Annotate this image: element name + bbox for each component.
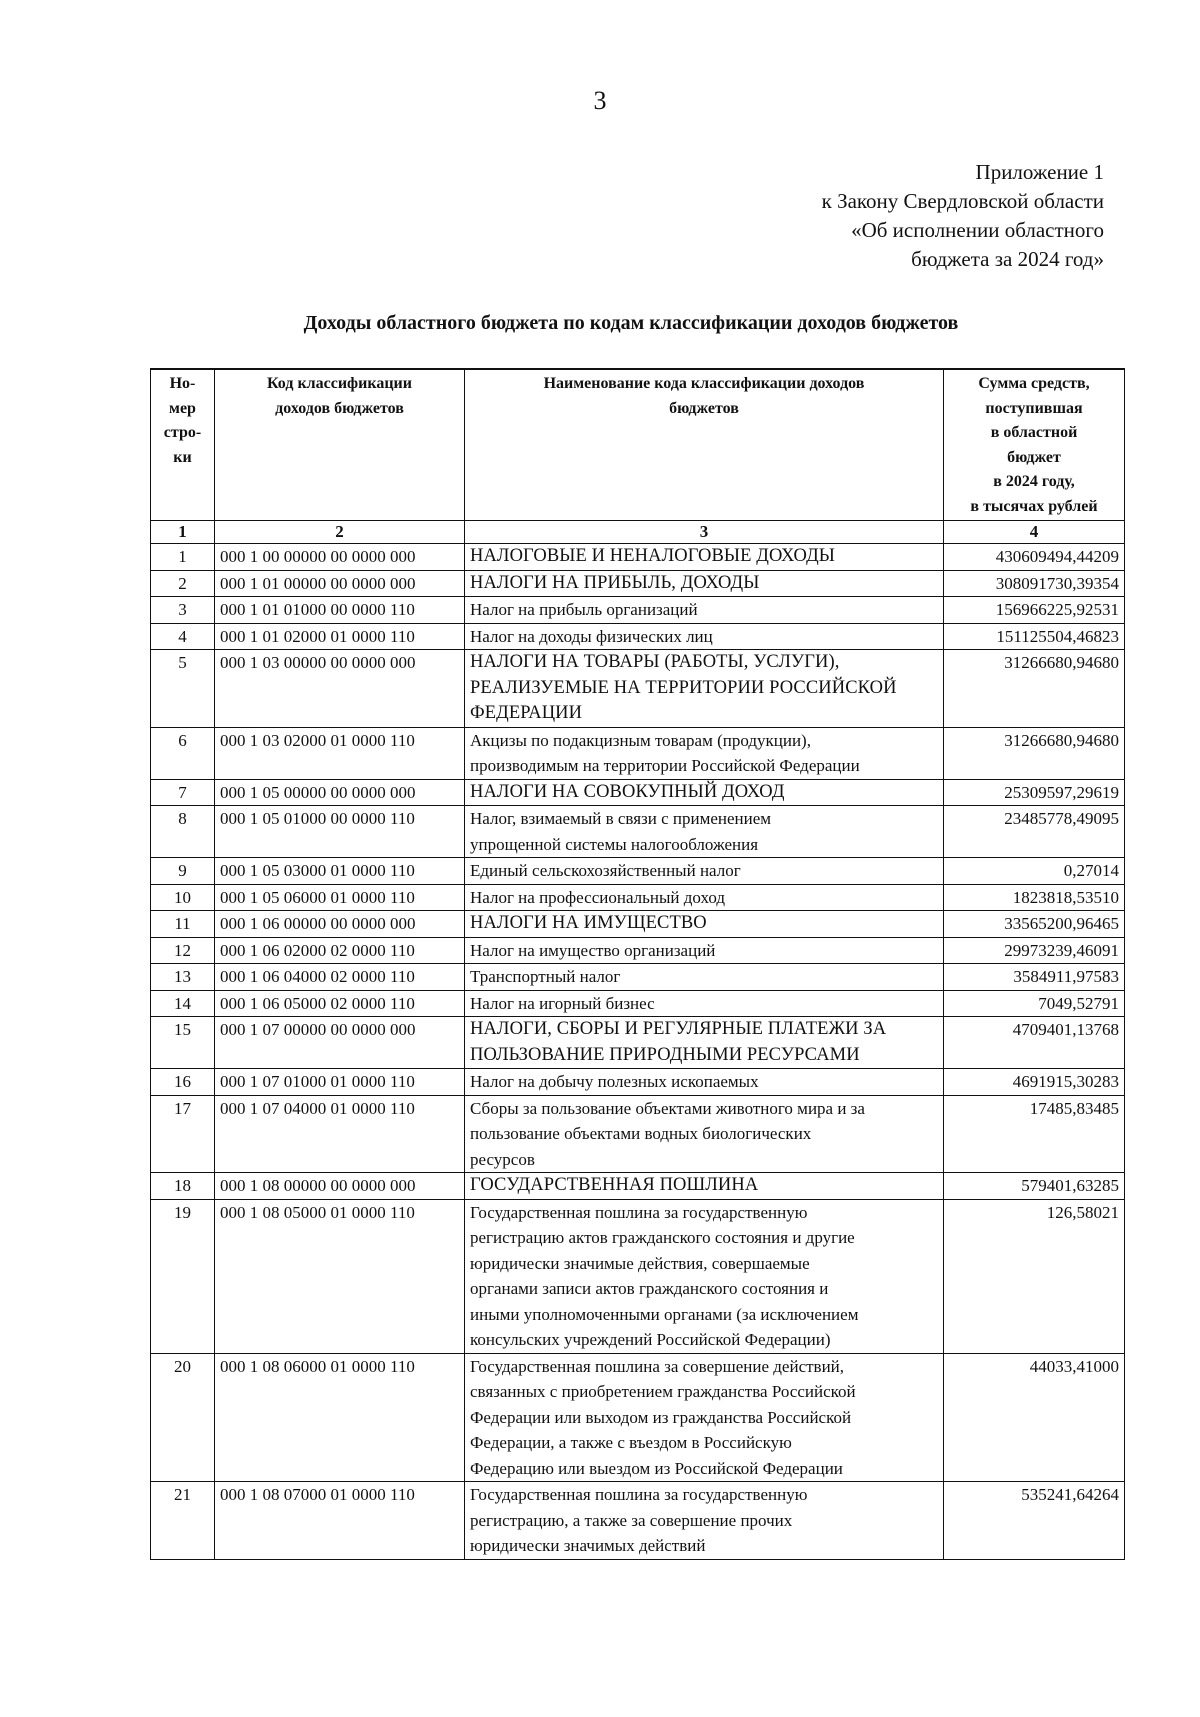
table-row — [151, 1353, 1125, 1482]
income-name-cell: Государственная пошлина за государственную регистрацию, а также за совершение прочих юридически значимых действий — [465, 1482, 944, 1560]
appendix-line-2: к Закону Свердловской области — [821, 189, 1104, 213]
amount-cell: 17485,83485 — [944, 1095, 1125, 1173]
row-number-cell: 13 — [151, 964, 215, 991]
row-number-cell: 2 — [151, 570, 215, 597]
row-number-cell: 8 — [151, 806, 215, 858]
row-number-cell: 18 — [151, 1173, 215, 1200]
table-row — [151, 1069, 1125, 1096]
table-row — [151, 884, 1125, 911]
row-number-cell: 17 — [151, 1095, 215, 1173]
table-row — [151, 1017, 1125, 1069]
classification-code-cell: 000 1 01 02000 01 0000 110 — [215, 623, 465, 650]
row-number-cell: 14 — [151, 990, 215, 1017]
income-name-cell: Налог на доходы физических лиц — [465, 623, 944, 650]
classification-code-cell: 000 1 08 00000 00 0000 000 — [215, 1173, 465, 1200]
table-row — [151, 570, 1125, 597]
income-name-cell: НАЛОГИ НА СОВОКУПНЫЙ ДОХОД — [465, 779, 944, 806]
row-number-cell: 11 — [151, 911, 215, 938]
table-row — [151, 964, 1125, 991]
row-number-cell: 6 — [151, 727, 215, 779]
classification-code-cell: 000 1 03 00000 00 0000 000 — [215, 650, 465, 728]
column-number: 1 — [151, 521, 215, 544]
income-name-cell: Налог на профессиональный доход — [465, 884, 944, 911]
table-row — [151, 1482, 1125, 1560]
amount-cell: 4691915,30283 — [944, 1069, 1125, 1096]
amount-cell: 7049,52791 — [944, 990, 1125, 1017]
table-row — [151, 623, 1125, 650]
table-row — [151, 990, 1125, 1017]
amount-cell: 23485778,49095 — [944, 806, 1125, 858]
header-name: Наименование кода классификации доходов бюджетов — [465, 369, 944, 521]
amount-cell: 1823818,53510 — [944, 884, 1125, 911]
income-name-cell: Налог на игорный бизнес — [465, 990, 944, 1017]
amount-cell: 25309597,29619 — [944, 779, 1125, 806]
income-name-cell: НАЛОГИ НА ИМУЩЕСТВО — [465, 911, 944, 938]
income-name-cell: НАЛОГИ НА ПРИБЫЛЬ, ДОХОДЫ — [465, 570, 944, 597]
document-title: Доходы областного бюджета по кодам классификации доходов бюджетов — [303, 312, 959, 334]
income-name-cell: Единый сельскохозяйственный налог — [465, 858, 944, 885]
table-row — [151, 727, 1125, 779]
appendix-line-1: Приложение 1 — [975, 160, 1104, 184]
classification-code-cell: 000 1 01 00000 00 0000 000 — [215, 570, 465, 597]
table-row — [151, 911, 1125, 938]
classification-code-cell: 000 1 05 03000 01 0000 110 — [215, 858, 465, 885]
classification-code-cell: 000 1 08 05000 01 0000 110 — [215, 1199, 465, 1353]
income-name-cell: НАЛОГИ НА ТОВАРЫ (РАБОТЫ, УСЛУГИ), РЕАЛИЗУЕМЫЕ НА ТЕРРИТОРИИ РОССИЙСКОЙ ФЕДЕРАЦИИ — [465, 650, 944, 728]
amount-cell: 579401,63285 — [944, 1173, 1125, 1200]
amount-cell: 151125504,46823 — [944, 623, 1125, 650]
income-name-cell: ГОСУДАРСТВЕННАЯ ПОШЛИНА — [465, 1173, 944, 1200]
classification-code-cell: 000 1 08 07000 01 0000 110 — [215, 1482, 465, 1560]
row-number-cell: 12 — [151, 937, 215, 964]
appendix-caption — [822, 158, 1104, 274]
table-row — [151, 544, 1125, 571]
table-row — [151, 1173, 1125, 1200]
row-number-cell: 20 — [151, 1353, 215, 1482]
classification-code-cell: 000 1 07 01000 01 0000 110 — [215, 1069, 465, 1096]
table-row — [151, 806, 1125, 858]
amount-cell: 31266680,94680 — [944, 727, 1125, 779]
row-number-cell: 21 — [151, 1482, 215, 1560]
amount-cell: 29973239,46091 — [944, 937, 1125, 964]
amount-cell: 430609494,44209 — [944, 544, 1125, 571]
classification-code-cell: 000 1 05 00000 00 0000 000 — [215, 779, 465, 806]
income-name-cell: НАЛОГИ, СБОРЫ И РЕГУЛЯРНЫЕ ПЛАТЕЖИ ЗА ПОЛЬЗОВАНИЕ ПРИРОДНЫМИ РЕСУРСАМИ — [465, 1017, 944, 1069]
classification-code-cell: 000 1 05 01000 00 0000 110 — [215, 806, 465, 858]
column-number: 2 — [215, 521, 465, 544]
classification-code-cell: 000 1 00 00000 00 0000 000 — [215, 544, 465, 571]
income-name-cell: Сборы за пользование объектами животного мира и за пользование объектами водных биологических ресурсов — [465, 1095, 944, 1173]
classification-code-cell: 000 1 06 04000 02 0000 110 — [215, 964, 465, 991]
classification-code-cell: 000 1 07 00000 00 0000 000 — [215, 1017, 465, 1069]
table-row — [151, 597, 1125, 624]
row-number-cell: 1 — [151, 544, 215, 571]
row-number-cell: 3 — [151, 597, 215, 624]
row-number-cell: 15 — [151, 1017, 215, 1069]
income-name-cell: Государственная пошлина за государственную регистрацию актов гражданского состояния и другие юридически значимые действия, совершаемые органами записи актов гражданского состояния и иными уполномоченными органами (за исключением консульских учреждений Российской Федерации) — [465, 1199, 944, 1353]
amount-cell: 31266680,94680 — [944, 650, 1125, 728]
classification-code-cell: 000 1 03 02000 01 0000 110 — [215, 727, 465, 779]
amount-cell: 126,58021 — [944, 1199, 1125, 1353]
amount-cell: 44033,41000 — [944, 1353, 1125, 1482]
income-name-cell: Налог на добычу полезных ископаемых — [465, 1069, 944, 1096]
amount-cell: 4709401,13768 — [944, 1017, 1125, 1069]
row-number-cell: 19 — [151, 1199, 215, 1353]
classification-code-cell: 000 1 08 06000 01 0000 110 — [215, 1353, 465, 1482]
table-row — [151, 858, 1125, 885]
amount-cell: 156966225,92531 — [944, 597, 1125, 624]
amount-cell: 0,27014 — [944, 858, 1125, 885]
income-name-cell: НАЛОГОВЫЕ И НЕНАЛОГОВЫЕ ДОХОДЫ — [465, 544, 944, 571]
amount-cell: 308091730,39354 — [944, 570, 1125, 597]
income-name-cell: Государственная пошлина за совершение действий, связанных с приобретением гражданства Российской Федерации или выходом из гражданства Российской Федерации, а также с въездом в Российскую Федерацию или выездом из Российской Федерации — [465, 1353, 944, 1482]
table-row — [151, 650, 1125, 728]
page-number: 3 — [593, 86, 607, 115]
classification-code-cell: 000 1 06 02000 02 0000 110 — [215, 937, 465, 964]
classification-code-cell: 000 1 06 05000 02 0000 110 — [215, 990, 465, 1017]
row-number-cell: 9 — [151, 858, 215, 885]
income-name-cell: Налог на прибыль организаций — [465, 597, 944, 624]
income-name-cell: Транспортный налог — [465, 964, 944, 991]
row-number-cell: 10 — [151, 884, 215, 911]
header-row-number: Но- мер стро- ки — [151, 369, 215, 521]
column-number: 4 — [944, 521, 1125, 544]
amount-cell: 3584911,97583 — [944, 964, 1125, 991]
column-numbers-row — [151, 521, 1125, 544]
income-name-cell: Налог на имущество организаций — [465, 937, 944, 964]
header-amount: Сумма средств, поступившая в областной бюджет в 2024 году, в тысячах рублей — [944, 369, 1125, 521]
table-row — [151, 1199, 1125, 1353]
classification-code-cell: 000 1 06 00000 00 0000 000 — [215, 911, 465, 938]
column-number: 3 — [465, 521, 944, 544]
income-name-cell: Налог, взимаемый в связи с применением упрощенной системы налогообложения — [465, 806, 944, 858]
income-name-cell: Акцизы по подакцизным товарам (продукции), производимым на территории Российской Федерации — [465, 727, 944, 779]
revenue-table — [150, 368, 1125, 1560]
row-number-cell: 16 — [151, 1069, 215, 1096]
table-header-row — [151, 369, 1125, 521]
table-row — [151, 779, 1125, 806]
classification-code-cell: 000 1 07 04000 01 0000 110 — [215, 1095, 465, 1173]
header-code: Код классификации доходов бюджетов — [215, 369, 465, 521]
table-row — [151, 1095, 1125, 1173]
classification-code-cell: 000 1 01 01000 00 0000 110 — [215, 597, 465, 624]
row-number-cell: 7 — [151, 779, 215, 806]
row-number-cell: 5 — [151, 650, 215, 728]
classification-code-cell: 000 1 05 06000 01 0000 110 — [215, 884, 465, 911]
appendix-line-4: бюджета за 2024 год» — [911, 247, 1104, 271]
amount-cell: 33565200,96465 — [944, 911, 1125, 938]
table-row — [151, 937, 1125, 964]
appendix-line-3: «Об исполнении областного — [851, 218, 1104, 242]
amount-cell: 535241,64264 — [944, 1482, 1125, 1560]
row-number-cell: 4 — [151, 623, 215, 650]
